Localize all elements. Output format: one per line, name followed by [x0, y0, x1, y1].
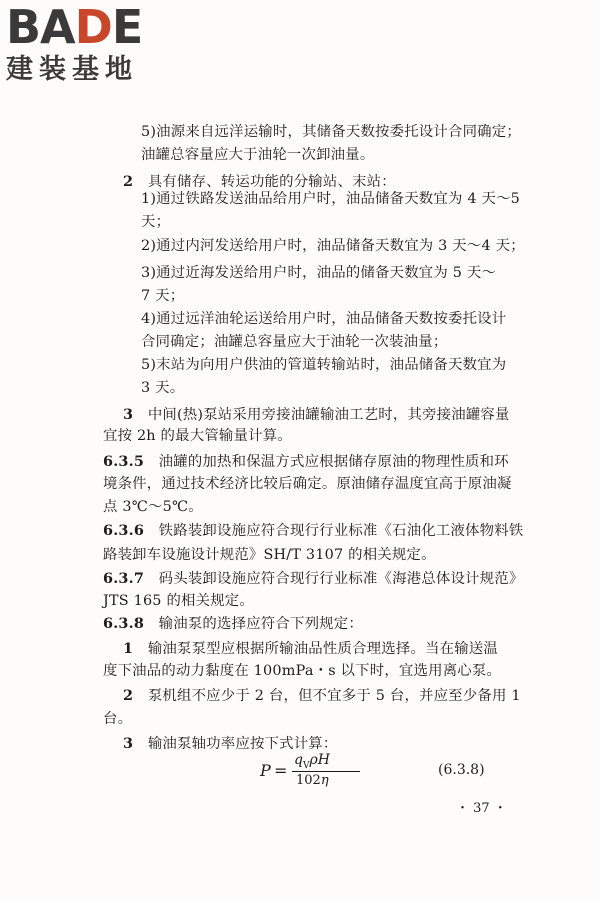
logo-brand-text: BADE: [6, 0, 143, 54]
power-formula: [260, 752, 380, 792]
line-text: 1)通过铁路发送油品给用户时，油品储备天数宜为 4 天～5: [141, 191, 521, 207]
clause-number: 6.3.8: [103, 615, 145, 632]
line-text: 泵机组不应少于 2 台，但不宜多于 5 台，并应至少备用 1: [147, 688, 521, 704]
text-line: [141, 309, 506, 329]
formula-numerator: $q_V\rho H$: [294, 752, 330, 771]
text-line: [103, 497, 203, 517]
text-line: [123, 686, 521, 706]
text-line: [141, 236, 525, 256]
formula-denominator: 102η: [296, 773, 329, 788]
line-text: 7 天；: [141, 288, 185, 304]
formula-equals: =: [274, 761, 288, 780]
text-line: [103, 426, 292, 446]
text-line: [141, 189, 520, 209]
text-line: [103, 709, 132, 729]
line-text: 3 天。: [141, 380, 185, 396]
line-text: 输油泵的选择应符合下列规定：: [158, 616, 363, 632]
text-line: [141, 263, 496, 283]
clause-number: 3: [123, 735, 134, 752]
line-text: 度下油品的动力黏度在 100mPa・s 以下时，宜选用离心泵。: [103, 663, 502, 679]
text-line: [103, 545, 436, 565]
clause-number: 2: [123, 173, 134, 190]
text-line: [141, 212, 170, 232]
line-text: 铁路装卸设施应符合现行行业标准《石油化工液体物料铁: [158, 523, 524, 539]
line-text: 路装卸车设施设计规范》SH/T 3107 的相关规定。: [103, 547, 436, 563]
text-line: [141, 122, 521, 142]
clause-number: 6.3.5: [103, 453, 145, 470]
formula-lhs: P: [260, 761, 271, 780]
equation-number: (6.3.8): [438, 762, 485, 778]
line-text: 点 3℃～5℃。: [103, 499, 203, 515]
text-line: [123, 734, 338, 754]
text-line: [103, 521, 523, 541]
line-text: 3)通过近海发送给用户时，油品的储备天数宜为 5 天～: [141, 265, 497, 281]
line-text: 输油泵轴功率应按下式计算：: [147, 736, 338, 752]
line-text: 输油泵泵型应根据所输油品性质合理选择。当在输送温: [147, 641, 498, 657]
line-text: JTS 165 的相关规定。: [103, 593, 254, 609]
logo-brand-accent: D: [74, 0, 112, 54]
text-line: [141, 332, 447, 352]
line-text: 5)末站为向用户供油的管道转输站时，油品储备天数宜为: [141, 357, 507, 373]
clause-number: 1: [123, 640, 134, 657]
text-line: [103, 591, 254, 611]
text-line: [141, 378, 184, 398]
text-line: [103, 614, 363, 634]
clause-number: 6.3.7: [103, 570, 145, 587]
line-text: 油罐总容量应大于油轮一次卸油量。: [141, 147, 375, 163]
line-text: 宜按 2h 的最大管输量计算。: [103, 428, 292, 444]
clause-number: 6.3.6: [103, 522, 145, 539]
clause-number: 2: [123, 687, 134, 704]
page-number: ・ 37 ・: [456, 801, 507, 816]
line-text: 码头装卸设施应符合现行行业标准《海港总体设计规范》: [158, 571, 524, 587]
text-line: [123, 639, 498, 659]
line-text: 油罐的加热和保温方式应根据储存原油的物理性质和环: [158, 454, 509, 470]
bade-logo: [6, 0, 143, 86]
logo-subtitle: 建装基地: [6, 54, 138, 85]
text-line: [141, 286, 184, 306]
text-line: [103, 661, 501, 681]
text-line: [141, 145, 374, 165]
text-line: [103, 452, 509, 472]
line-text: 台。: [103, 711, 133, 727]
fraction-bar: [292, 771, 360, 772]
line-text: 合同确定；油罐总容量应大于油轮一次装油量；: [141, 334, 448, 350]
text-line: [103, 474, 512, 494]
text-line: [123, 405, 510, 425]
line-text: 中间(热)泵站采用旁接油罐输油工艺时，其旁接油罐容量: [147, 407, 510, 423]
line-text: 2)通过内河发送给用户时，油品储备天数宜为 3 天～4 天；: [141, 238, 525, 254]
line-text: 5)油源来自远洋运输时，其储备天数按委托设计合同确定；: [141, 124, 521, 140]
clause-number: 3: [123, 406, 134, 423]
line-text: 境条件，通过技术经济比较后确定。原油储存温度宜高于原油凝: [103, 476, 512, 492]
line-text: 4)通过远洋油轮运送给用户时，油品储备天数按委托设计: [141, 311, 507, 327]
text-line: [141, 355, 506, 375]
line-text: 具有储存、转运功能的分输站、末站：: [147, 174, 396, 190]
line-text: 天；: [141, 214, 171, 230]
text-line: [103, 569, 523, 589]
